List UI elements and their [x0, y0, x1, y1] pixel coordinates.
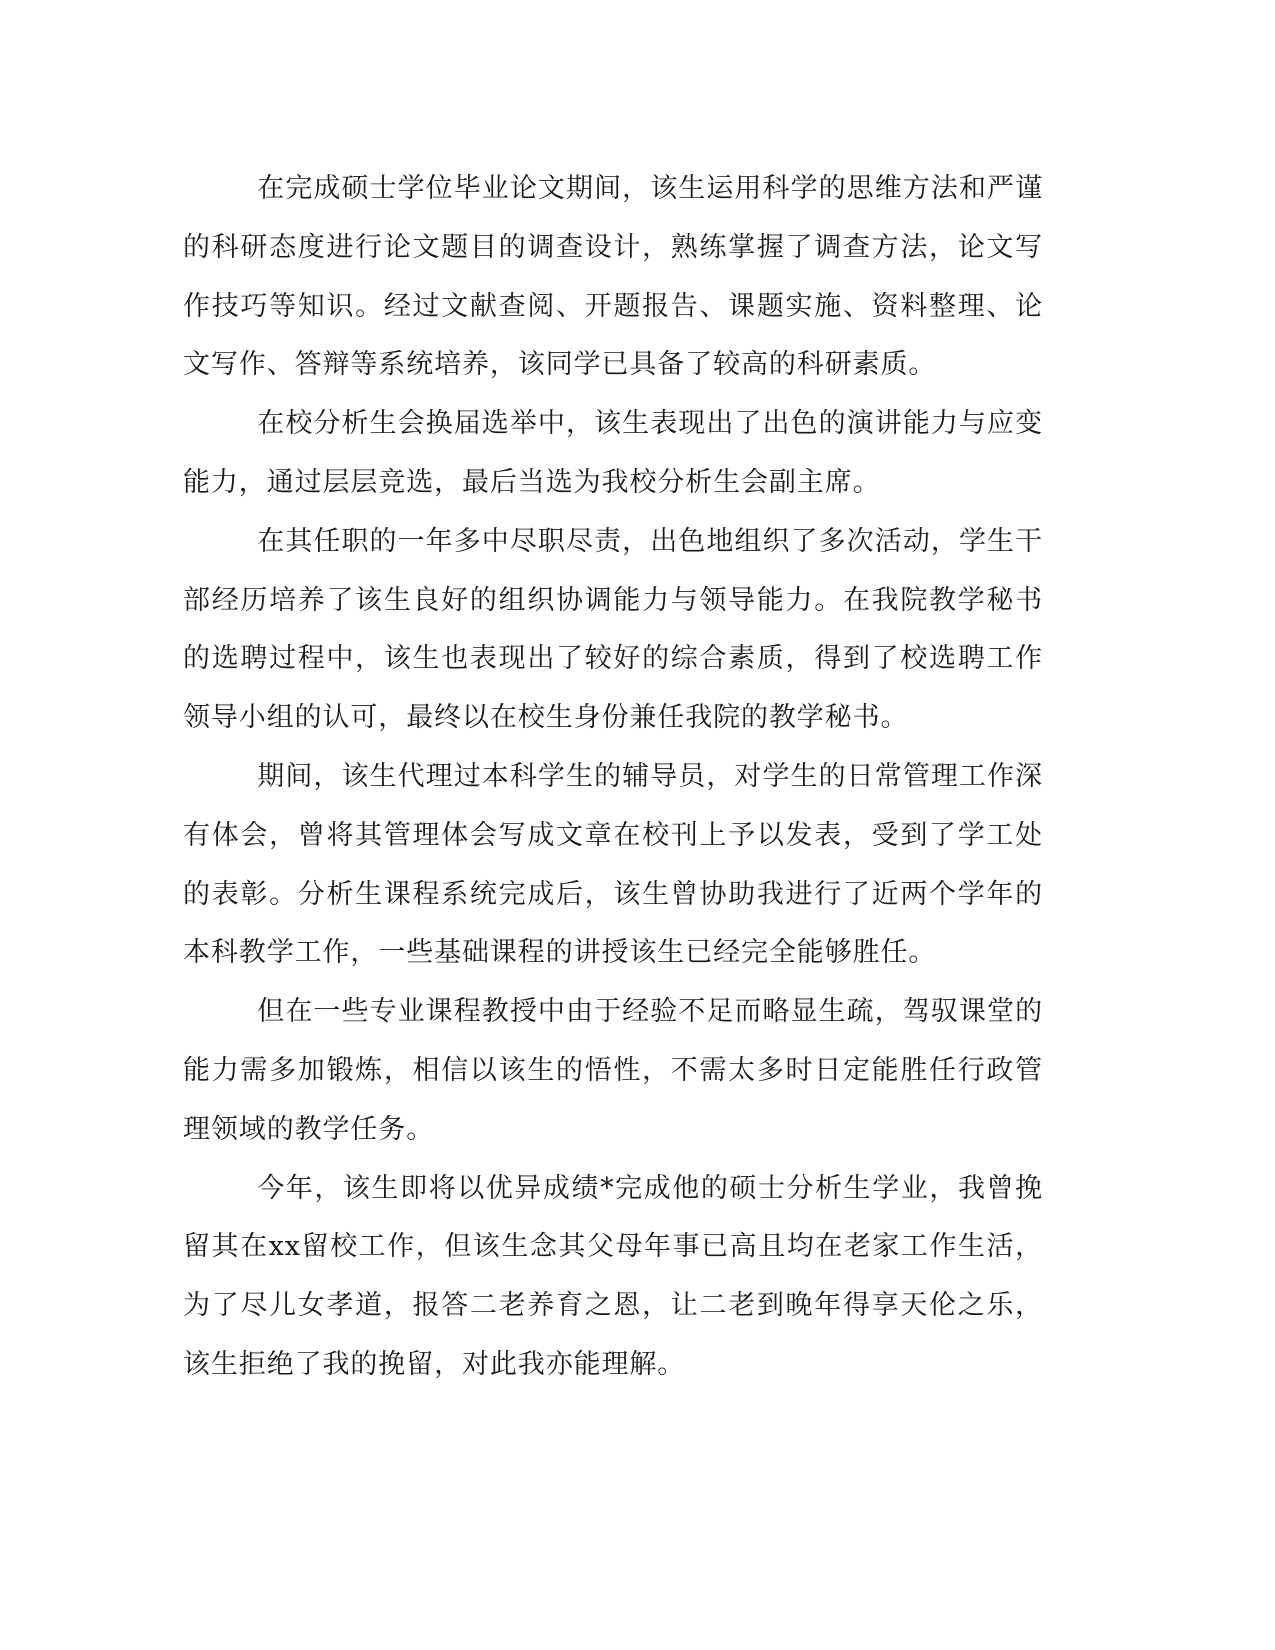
paragraph-tenure: 在其任职的一年多中尽职尽责，出色地组织了多次活动，学生干部经历培养了该生良好的组织协调能力与领导能力。在我院教学秘书的选聘过程中，该生也表现出了较好的综合素质，得到了校选聘工作领导小组的认可，最终以在校生身份兼任我院的教学秘书。	[183, 525, 1043, 734]
paragraph-thesis: 在完成硕士学位毕业论文期间，该生运用科学的思维方法和严谨的科研态度进行论文题目的调查设计，熟练掌握了调查方法，论文写作技巧等知识。经过文献查阅、开题报告、课题实施、资料整理、论文写作、答辩等系统培养，该同学已具备了较高的科研素质。	[183, 173, 1043, 381]
document-body	[183, 160, 1043, 1395]
paragraph-teaching: 但在一些专业课程教授中由于经验不足而略显生疏，驾驭课堂的能力需多加锻炼，相信以该生的悟性，不需太多时日定能胜任行政管理领域的教学任务。	[183, 996, 1043, 1145]
paragraph-this-year: 今年，该生即将以优异成绩*完成他的硕士分析生学业，我曾挽留其在xx留校工作，但该生念其父母年事已高且均在老家工作生活，为了尽儿女孝道，报答二老养育之恩，让二老到晚年得享天伦之乐，该生拒绝了我的挽留，对此我亦能理解。	[183, 1172, 1043, 1380]
paragraph-election: 在校分析生会换届选举中，该生表现出了出色的演讲能力与应变能力，通过层层竞选，最后当选为我校分析生会副主席。	[183, 408, 1043, 498]
paragraph-counselor: 期间，该生代理过本科学生的辅导员，对学生的日常管理工作深有体会，曾将其管理体会写成文章在校刊上予以发表，受到了学工处的表彰。分析生课程系统完成后，该生曾协助我进行了近两个学年的本科教学工作，一些基础课程的讲授该生已经完全能够胜任。	[183, 760, 1043, 969]
